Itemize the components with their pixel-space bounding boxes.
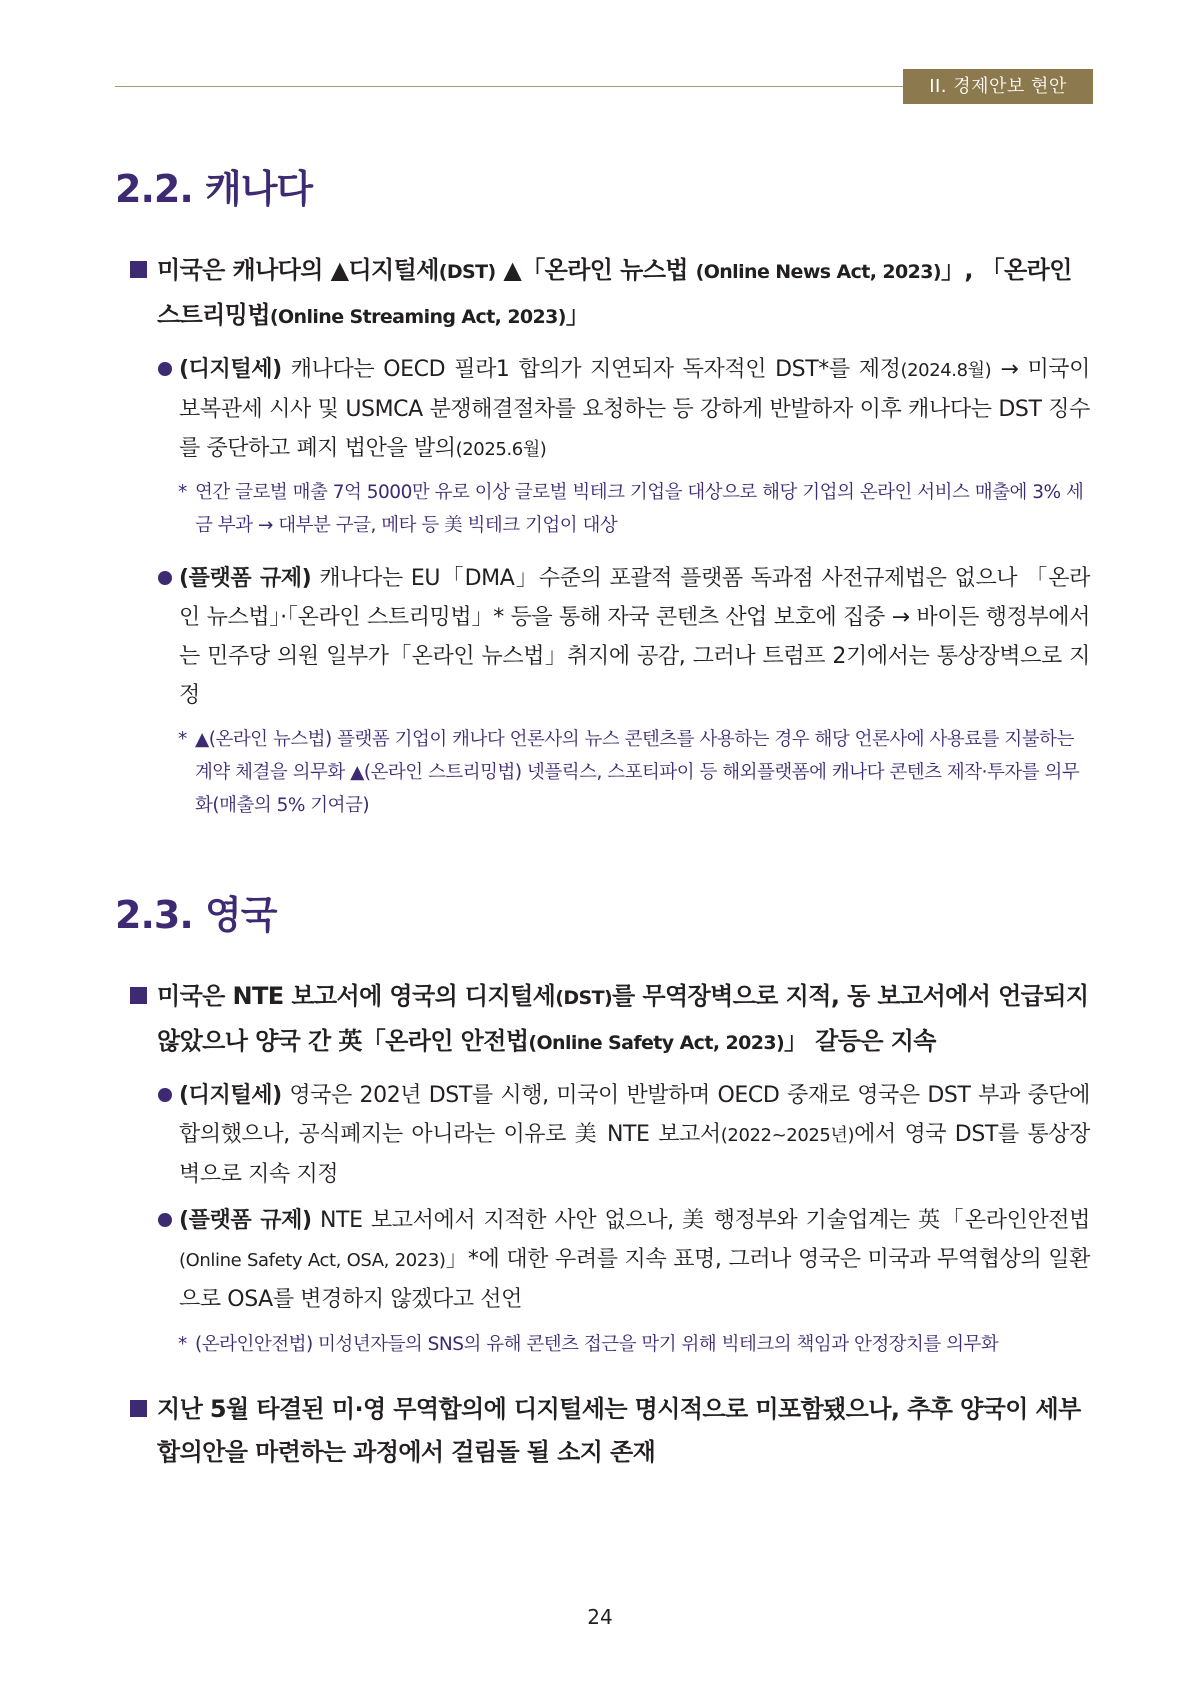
page-number: 24 — [587, 1605, 613, 1629]
footnote: * (온라인안전법) 미성년자들의 SNS의 유해 콘텐츠 접근을 막기 위해 빅테크의 책임과 안정장치를 의무화 — [178, 1334, 999, 1355]
round-bullet-icon — [158, 571, 172, 585]
section-title-uk: 2.3. 영국 — [115, 893, 277, 937]
chapter-tab: II. 경제안보 현안 — [903, 69, 1093, 104]
section-title-canada: 2.2. 캐나다 — [115, 167, 313, 211]
round-bullet-icon — [158, 1213, 172, 1227]
square-bullet-item — [130, 975, 1090, 1065]
dot-bullet-item — [158, 559, 1090, 715]
round-bullet-icon — [158, 362, 172, 376]
square-bullet-text: 지난 5월 타결된 미·영 무역합의에 디지털세는 명시적으로 미포함됐으나, 추후 양국이 세부 합의안을 마련하는 과정에서 걸림돌 될 소지 존재 — [157, 1395, 1081, 1466]
dot-bullet-text: (플랫폼 규제) 캐나다는 EU「DMA」수준의 포괄적 플랫폼 독과점 사전규제법은 없으나 「온라인 뉴스법」·「온라인 스트리밍법」* 등을 통해 자국 콘텐츠 산업 보호에 집중 → 바이든 행정부에서는 민주당 의원 일부가「온라인 뉴스법」취지에 공감, 그러나 트럼프 2기에서는 통상장벽으로 지정 — [179, 566, 1090, 708]
dot-bullet-text: (디지털세) 영국은 202년 DST를 시행, 미국이 반발하며 OECD 중재로 영국은 DST 부과 중단에 합의했으나, 공식폐지는 아니라는 이유로 美 NTE 보고서(2022~2025년)에서 영국 DST를 통상장벽으로 지속 지정 — [179, 1083, 1091, 1187]
dot-bullet-text: (플랫폼 규제) NTE 보고서에서 지적한 사안 없으나, 美 행정부와 기술업계는 英「온라인안전법 (Online Safety Act, OSA, 2023)」*에 대한 우려를 지속 표명, 그러나 영국은 미국과 무역협상의 일환으로 OSA를 변경하지 않겠다고 선언 — [179, 1208, 1090, 1312]
header-rule — [115, 86, 903, 87]
square-bullet-text: 미국은 NTE 보고서에 영국의 디지털세(DST)를 무역장벽으로 지적, 동 보고서에서 언급되지 않았으나 양국 간 英「온라인 안전법(Online Safety Act, 2023)」 갈등은 지속 — [157, 982, 1089, 1055]
round-bullet-icon — [158, 1088, 172, 1102]
square-bullet-text: 미국은 캐나다의 ▲디지털세(DST) ▲「온라인 뉴스법 (Online News Act, 2023)」, 「온라인 스트리밍법(Online Streaming Act, 2023)」 — [157, 256, 1072, 329]
square-bullet-item — [130, 249, 1090, 339]
square-bullet-icon — [130, 261, 147, 278]
dot-bullet-text: (디지털세) 캐나다는 OECD 필라1 합의가 지연되자 독자적인 DST*를 제정(2024.8월) → 미국이 보복관세 시사 및 USMCA 분쟁해결절차를 요청하는 등 강하게 반발하자 이후 캐나다는 DST 징수를 중단하고 폐지 법안을 발의(2025.6월) — [179, 357, 1090, 461]
square-bullet-item — [130, 1388, 1090, 1474]
square-bullet-icon — [130, 987, 147, 1004]
dot-bullet-item — [158, 350, 1090, 469]
dot-bullet-item — [158, 1076, 1090, 1194]
square-bullet-icon — [130, 1400, 147, 1417]
footnote: * 연간 글로벌 매출 7억 5000만 유로 이상 글로벌 빅테크 기업을 대상으로 해당 기업의 온라인 서비스 매출에 3% 세금 부과 → 대부분 구글, 메타 등 美 빅테크 기업이 대상 — [178, 482, 1084, 536]
dot-bullet-item — [158, 1201, 1090, 1319]
footnote: * ▲(온라인 뉴스법) 플랫폼 기업이 캐나다 언론사의 뉴스 콘텐츠를 사용하는 경우 해당 언론사에 사용료를 지불하는 계약 체결을 의무화 ▲(온라인 스트리밍법) 넷플릭스, 스포티파이 등 해외플랫폼에 캐나다 콘텐츠 제작·투자를 의무화(매출의 5% 기여금) — [178, 729, 1080, 816]
